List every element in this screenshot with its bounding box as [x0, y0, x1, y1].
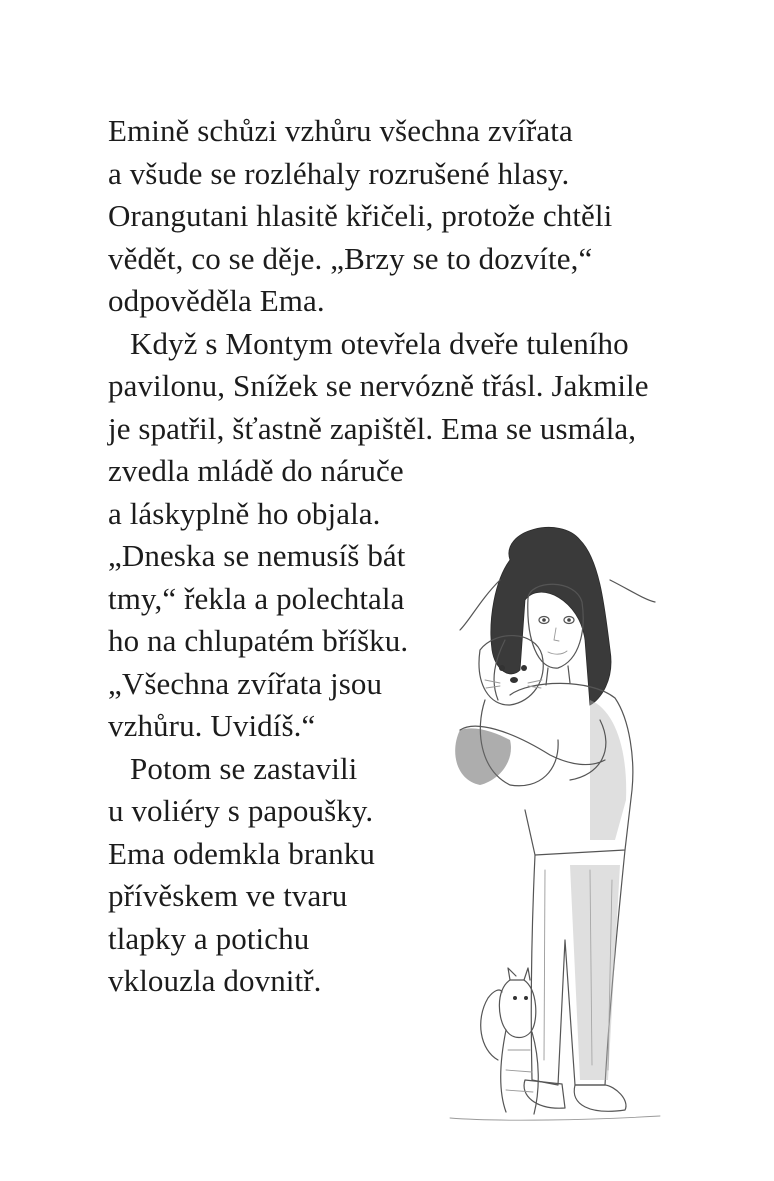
text-line: odpověděla Ema. [108, 283, 325, 318]
girl-holding-seal-pup-with-cat-illustration [440, 520, 670, 1160]
text-line: „Dneska se nemusíš bát [108, 538, 406, 573]
text-line: Emině schůzi vzhůru všechna zvířata [108, 113, 573, 148]
text-line: přívěskem ve tvaru [108, 878, 348, 913]
text-line: „Všechna zvířata jsou [108, 665, 383, 701]
text-line: vědět, co se děje. „Brzy se to dozvíte,“ [108, 240, 593, 276]
text-line: je spatřil, šťastně zapištěl. Ema se usmála, [108, 410, 637, 446]
text-line: zvedla mládě do náruče [108, 453, 404, 488]
text-line: u voliéry s papoušky. [108, 793, 374, 828]
text-line: ho na chlupatém bříšku. [108, 623, 409, 658]
pencil-sketch-icon [440, 520, 670, 1160]
paragraph-start-line: Když s Montym otevřela dveře tuleního [130, 325, 629, 361]
text-line: tlapky a potichu [108, 920, 310, 956]
text-line: tmy,“ řekla a polechtala [108, 580, 405, 616]
text-line: vklouzla dovnitř. [108, 963, 322, 998]
paragraph-start-line: Potom se zastavili [130, 750, 358, 786]
text-line: pavilonu, Snížek se nervózně třásl. Jakmile [108, 368, 649, 403]
text-line: vzhůru. Uvidíš.“ [108, 708, 316, 743]
text-line: a láskyplně ho objala. [108, 495, 381, 531]
text-line: Orangutani hlasitě křičeli, protože chtěli [108, 198, 613, 233]
text-line: a všude se rozléhaly rozrušené hlasy. [108, 155, 570, 191]
text-line: Ema odemkla branku [108, 835, 375, 871]
